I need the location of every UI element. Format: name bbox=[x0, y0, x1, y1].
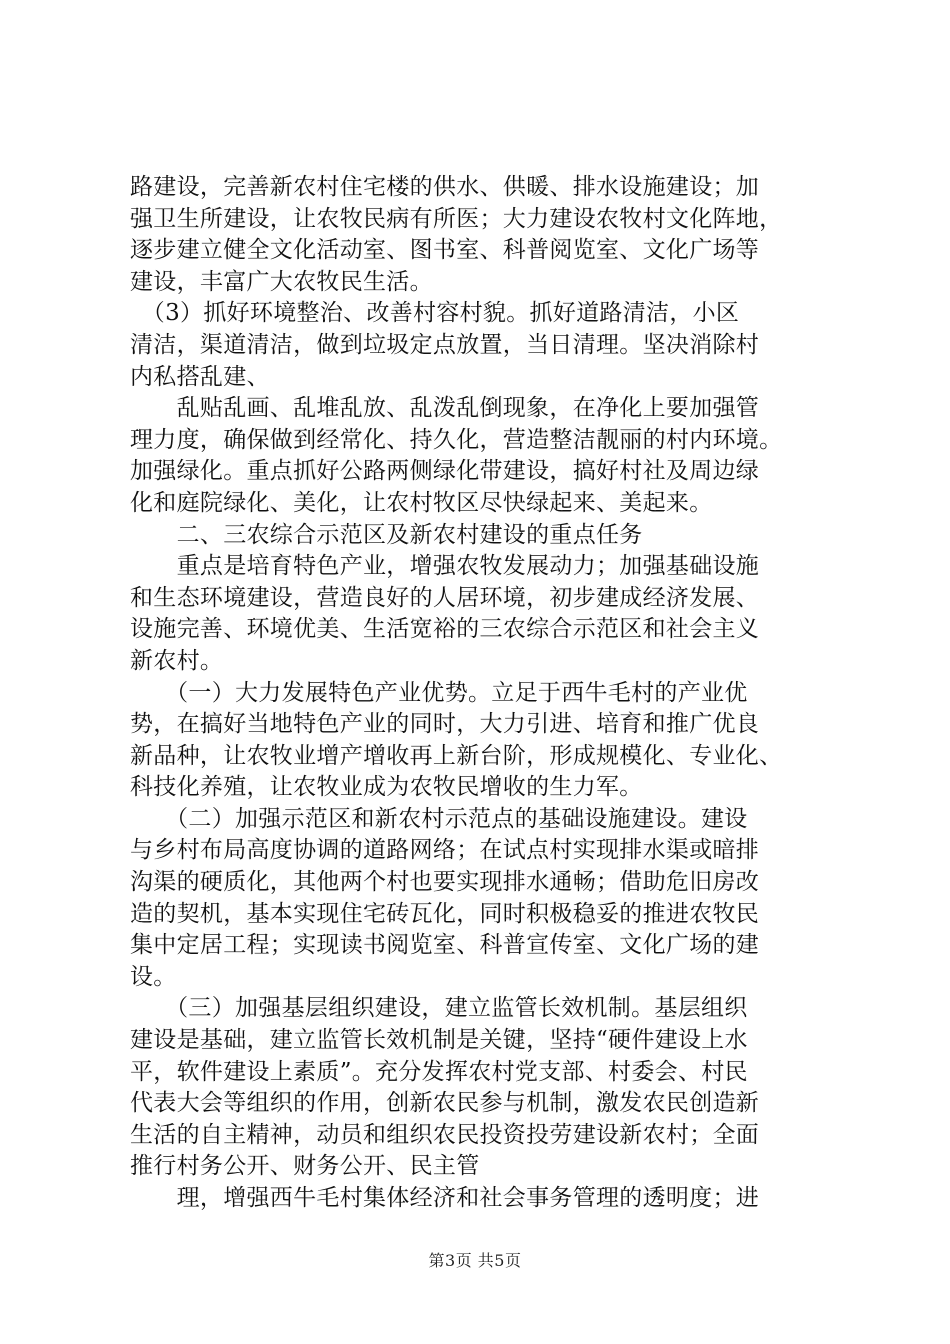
text-line: 新农村。 bbox=[130, 647, 224, 674]
text-line: 二、三农综合示范区及新农村建设的重点任务 bbox=[130, 521, 643, 548]
text-line: （三）加强基层组织建设，建立监管长效机制。基层组织 bbox=[130, 995, 748, 1022]
text-line: 造的契机，基本实现住宅砖瓦化，同时积极稳妥的推进农牧民 bbox=[130, 900, 760, 927]
text-line: 路建设，完善新农村住宅楼的供水、供暖、排水设施建设；加 bbox=[130, 174, 760, 200]
text-line: 内私搭乱建、 bbox=[130, 363, 270, 390]
text-line: 设施完善、环境优美、生活宽裕的三农综合示范区和社会主义 bbox=[130, 616, 760, 643]
text-line: 沟渠的硬质化，其他两个村也要实现排水通畅；借助危旧房改 bbox=[130, 869, 760, 896]
text-line: 生活的自主精神，动员和组织农民投资投劳建设新农村；全面 bbox=[130, 1121, 760, 1148]
text-line: 加强绿化。重点抓好公路两侧绿化带建设，搞好村社及周边绿 bbox=[130, 458, 760, 485]
text-line: （一）大力发展特色产业优势。立足于西牛毛村的产业优 bbox=[130, 679, 748, 706]
text-line: 科技化养殖，让农牧业成为农牧民增收的生力军。 bbox=[130, 774, 643, 801]
text-line: 理，增强西牛毛村集体经济和社会事务管理的透明度；进 bbox=[130, 1185, 760, 1211]
text-line: 平，软件建设上素质”。充分发挥农村党支部、村委会、村民 bbox=[130, 1058, 748, 1085]
text-line: 强卫生所建设，让农牧民病有所医；大力建设农牧村文化阵地， bbox=[130, 205, 783, 232]
text-line: （3）抓好环境整治、改善村容村貌。抓好道路清洁，小区 bbox=[130, 300, 740, 327]
text-line: 推行村务公开、财务公开、民主管 bbox=[130, 1153, 480, 1180]
text-line: 清洁，渠道清洁，做到垃圾定点放置，当日清理。坚决消除村 bbox=[130, 331, 760, 358]
text-line: 建设是基础，建立监管长效机制是关键，坚持“硬件建设上水 bbox=[130, 1027, 748, 1054]
text-line: （二）加强示范区和新农村示范点的基础设施建设。建设 bbox=[130, 805, 748, 832]
page-footer: 第3页 共5页 bbox=[428, 1251, 522, 1270]
text-line: 新品种，让农牧业增产增收再上新台阶，形成规模化、专业化、 bbox=[130, 742, 783, 769]
text-line: 和生态环境建设，营造良好的人居环境，初步建成经济发展、 bbox=[130, 584, 760, 611]
text-line: 乱贴乱画、乱堆乱放、乱泼乱倒现象，在净化上要加强管 bbox=[130, 395, 760, 422]
text-line: 建设，丰富广大农牧民生活。 bbox=[130, 268, 433, 295]
text-line: 重点是培育特色产业，增强农牧发展动力；加强基础设施 bbox=[130, 553, 760, 580]
text-line: 化和庭院绿化、美化，让农村牧区尽快绿起来、美起来。 bbox=[130, 489, 713, 516]
text-line: 与乡村布局高度协调的道路网络；在试点村实现排水渠或暗排 bbox=[130, 837, 760, 864]
text-line: 设。 bbox=[130, 963, 177, 990]
text-line: 逐步建立健全文化活动室、图书室、科普阅览室、文化广场等 bbox=[130, 237, 760, 264]
body-text bbox=[130, 172, 830, 1215]
text-line: 理力度，确保做到经常化、持久化，营造整洁靓丽的村内环境。 bbox=[130, 426, 783, 453]
text-line: 势，在搞好当地特色产业的同时，大力引进、培育和推广优良 bbox=[130, 711, 760, 738]
text-line: 代表大会等组织的作用，创新农民参与机制，激发农民创造新 bbox=[130, 1090, 760, 1117]
text-line: 集中定居工程；实现读书阅览室、科普宣传室、文化广场的建 bbox=[130, 932, 760, 959]
